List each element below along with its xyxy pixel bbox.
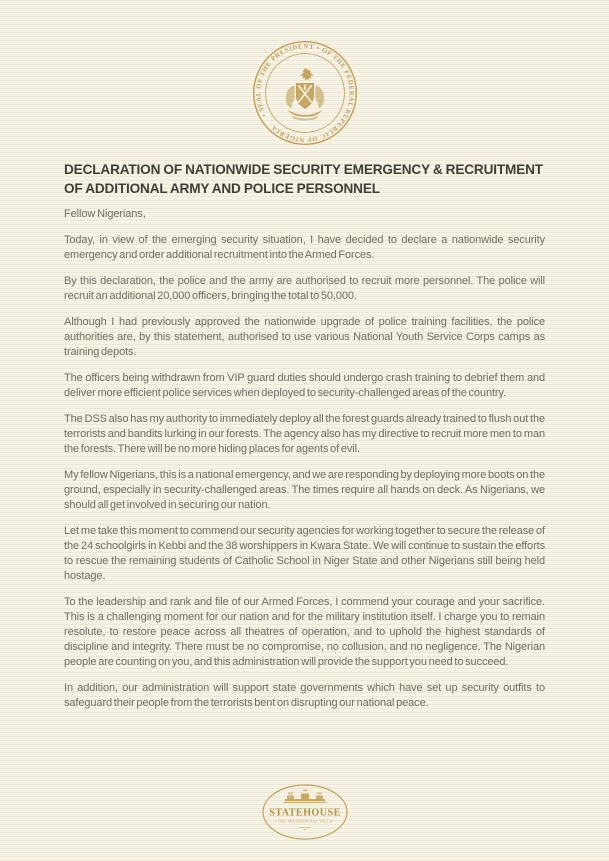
document-title: DECLARATION OF NATIONWIDE SECURITY EMERGENCY & RECRUITMENT OF ADDITIONAL ARMY AND POLICE PERSONNEL [64,162,543,196]
state-house-logo-icon [257,782,353,844]
paragraph-armed-forces-charge: To the leadership and rank and file of our Armed Forces, I commend your courage and your sacrifice. This is a challenging moment for our nation and for the military institution itself. I charge you to remain resolute, to restore peace across all theatres of operation, and to uphold the highest standards of discipline and integrity. There must be no compromise, no collusion, and no negligence. The Nigerian people are counting on you, and this administration will provide the support you need to succeed. [64,596,545,668]
paragraph-recruitment-numbers: By this declaration, the police and the army are authorised to recruit more personnel. The police will recruit an additional 20,000 officers, bringing the total to 50,000. [64,275,545,302]
paragraph-emergency-declaration: Today, in view of the emerging security situation, I have decided to declare a nationwide security emergency and order additional recruitment into the Armed Forces. [64,234,545,261]
paragraph-dss-forest-guards: The DSS also has my authority to immediately deploy all the forest guards already trained to flush out the terrorists and bandits lurking in our forests. The agency also has my directive to recruit more men to man the forests. There will be no more hiding places for agents of evil. [64,413,545,455]
salutation: Fellow Nigerians, [64,208,146,220]
seal-circular-text: • SEAL OF THE PRESIDENT • OF THE FEDERAL REPUBLIC OF NIGERIA [254,43,355,143]
paragraph-training-facilities: Although I had previously approved the nationwide upgrade of police training facilities, the police authorities are, by this statement, authorised to use various National Youth Service Corps camps as training depots. [64,316,545,358]
state-house-logo [257,782,353,844]
presidential-seal-icon [248,36,362,150]
paragraph-state-governments: In addition, our administration will support state governments which have set up security outfits to safeguard their people from the terrorists bent on disrupting our national peace. [64,682,545,709]
villa-building-icon [283,790,327,803]
paragraph-vip-guard-withdrawal: The officers being withdrawn from VIP guard duties should undergo crash training to debrief them and deliver more efficient police services when deployed to security-challenged areas of the country. [64,372,545,399]
state-house-logo-subtext: • THE PRESIDENTIAL VILLA • [274,819,335,824]
coat-of-arms-icon [285,68,323,120]
state-house-logo-text: STATEHOUSE [268,807,341,819]
paragraph-commend-agencies: Let me take this moment to commend our security agencies for working together to secure the release of the 24 schoolgirls in Kebbi and the 38 worshippers in Kwara State. We will continue to sustain the efforts to rescue the remaining students of Catholic School in Niger State and other Nigerians still being held hostage. [64,525,545,582]
presidential-seal [248,36,362,150]
letter-body [64,160,545,711]
paragraph-national-emergency: My fellow Nigerians, this is a national emergency, and we are responding by deploying more boots on the ground, especially in security-challenged areas. The times require all hands on deck. As Nigerians, we should all get involved in securing our nation. [64,469,545,511]
